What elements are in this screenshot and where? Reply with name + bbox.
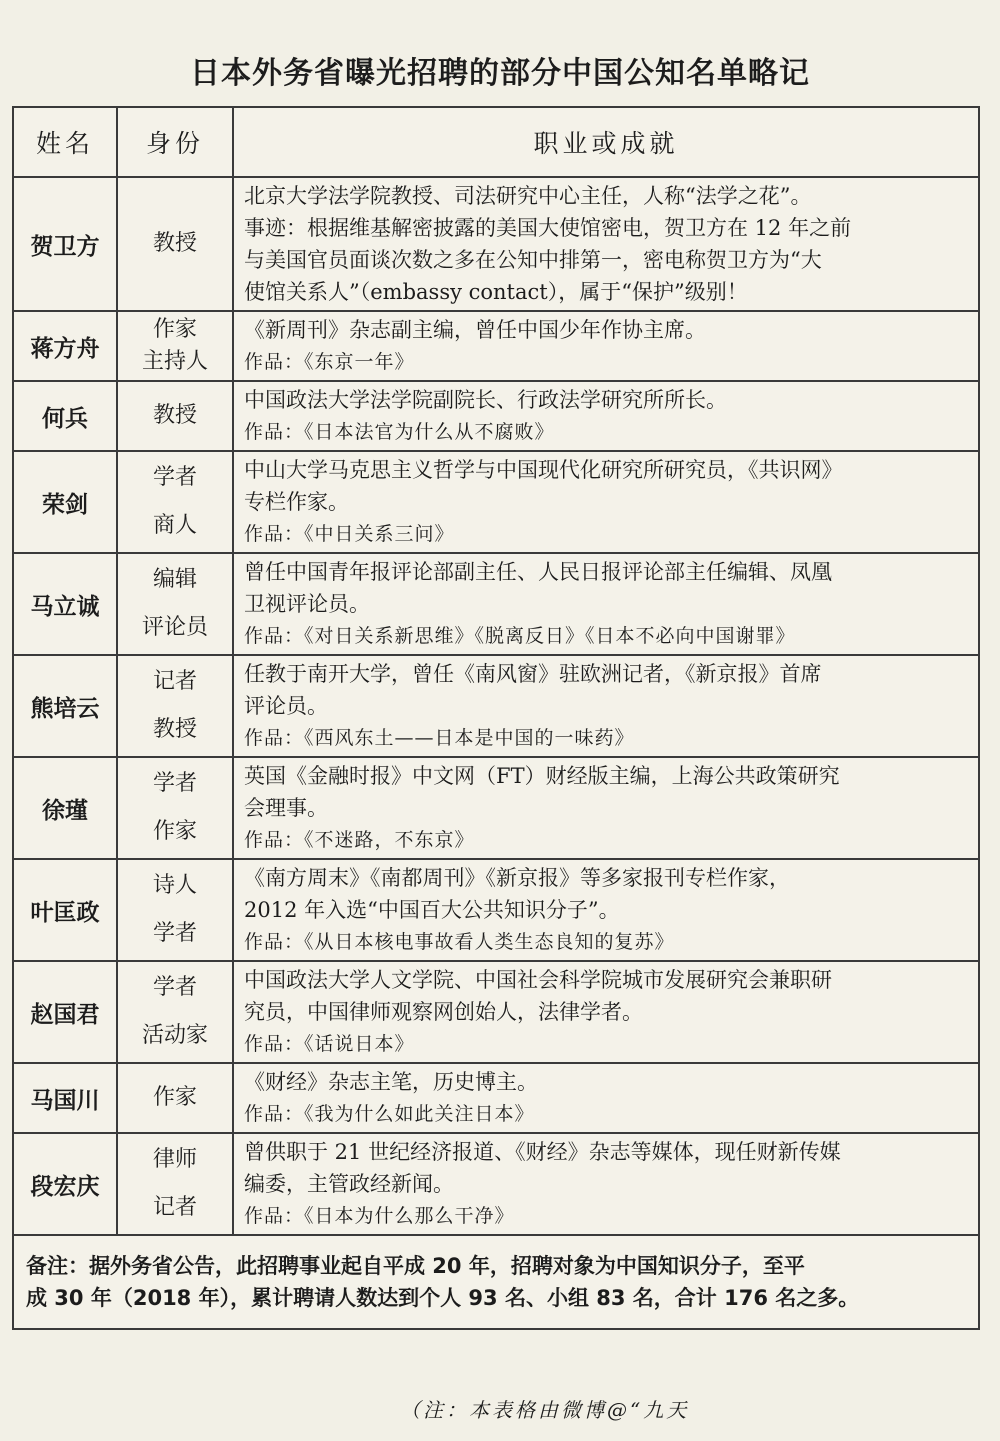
person-roles <box>117 553 233 655</box>
person-name: 马立诚 <box>13 553 117 655</box>
description-line: 会理事。 <box>244 796 328 820</box>
note-line-1: 备注：据外务省公告，此招聘事业起自平成 20 年，招聘对象为中国知识分子，至平 <box>26 1254 805 1278</box>
description-line: 使馆关系人”（embassy contact），属于“保护”级别！ <box>244 280 748 304</box>
description-line: 中国政法大学法学院副院长、行政法学研究所所长。 <box>244 388 727 412</box>
table-row <box>13 655 979 757</box>
role-label: 评论员 <box>141 615 208 640</box>
page-title: 日本外务省曝光招聘的部分中国公知名单略记 <box>190 56 810 91</box>
description-line: 专栏作家。 <box>244 490 349 514</box>
name-list-table <box>12 106 980 1330</box>
role-label: 教授 <box>152 231 197 256</box>
role-label: 学者 <box>152 771 197 796</box>
table-row <box>13 961 979 1063</box>
table-row <box>13 1133 979 1235</box>
person-description <box>233 859 979 961</box>
table-row <box>13 859 979 961</box>
person-description <box>233 757 979 859</box>
works-line: 作品：《西风东土——日本是中国的一味药》 <box>244 727 635 749</box>
person-roles <box>117 655 233 757</box>
header-name: 姓名 <box>13 107 117 177</box>
person-description <box>233 311 979 381</box>
role-label: 活动家 <box>141 1023 208 1048</box>
role-label: 作家 <box>152 819 197 844</box>
header-role: 身份 <box>117 107 233 177</box>
person-name: 贺卫方 <box>13 177 117 311</box>
description-line: 《财经》杂志主笔，历史博主。 <box>244 1070 538 1094</box>
person-name: 马国川 <box>13 1063 117 1133</box>
person-description <box>233 1133 979 1235</box>
person-name: 熊培云 <box>13 655 117 757</box>
note-line-2: 成 30 年（2018 年），累计聘请人数达到个人 93 名、小组 83 名，合计 176 名之多。 <box>26 1286 860 1310</box>
person-name: 徐瑾 <box>13 757 117 859</box>
table-row <box>13 1063 979 1133</box>
person-roles <box>117 381 233 451</box>
table-row <box>13 451 979 553</box>
person-description <box>233 961 979 1063</box>
person-description <box>233 381 979 451</box>
person-roles <box>117 1133 233 1235</box>
description-line: 曾供职于 21 世纪经济报道、《财经》杂志等媒体，现任财新传媒 <box>244 1140 841 1164</box>
role-label: 作家 <box>152 1085 197 1110</box>
description-line: 任教于南开大学，曾任《南风窗》驻欧洲记者，《新京报》首席 <box>244 662 822 686</box>
person-roles <box>117 311 233 381</box>
role-label: 商人 <box>152 513 197 538</box>
description-line: 北京大学法学院教授、司法研究中心主任，人称“法学之花”。 <box>244 184 812 208</box>
role-label: 教授 <box>152 717 197 742</box>
person-roles <box>117 859 233 961</box>
role-label: 诗人 <box>152 873 197 898</box>
description-line: 究员，中国律师观察网创始人，法律学者。 <box>244 1000 643 1024</box>
works-line: 作品：《话说日本》 <box>244 1033 415 1055</box>
note-row <box>13 1235 979 1329</box>
role-label: 学者 <box>152 975 197 1000</box>
person-name: 叶匡政 <box>13 859 117 961</box>
table-row <box>13 757 979 859</box>
description-line: 中山大学马克思主义哲学与中国现代化研究所研究员，《共识网》 <box>244 458 843 482</box>
description-line: 曾任中国青年报评论部副主任、人民日报评论部主任编辑、凤凰 <box>244 560 832 584</box>
works-line: 作品：《中日关系三问》 <box>244 523 455 545</box>
person-description <box>233 451 979 553</box>
person-name: 荣剑 <box>13 451 117 553</box>
table-header-row <box>13 107 979 177</box>
works-line: 作品：《我为什么如此关注日本》 <box>244 1103 535 1125</box>
description-line: 评论员。 <box>244 694 328 718</box>
works-line: 作品：《东京一年》 <box>244 351 415 373</box>
description-line: 英国《金融时报》中文网（FT）财经版主编，上海公共政策研究 <box>244 764 840 788</box>
role-label: 编辑 <box>152 567 197 592</box>
header-desc: 职业或成就 <box>233 107 979 177</box>
description-line: 《南方周末》《南都周刊》《新京报》等多家报刊专栏作家， <box>244 866 790 890</box>
table-row <box>13 311 979 381</box>
description-line: 编委，主管政经新闻。 <box>244 1172 454 1196</box>
description-line: 与美国官员面谈次数之多在公知中排第一，密电称贺卫方为“大 <box>244 248 822 272</box>
description-line: 中国政法大学人文学院、中国社会科学院城市发展研究会兼职研 <box>244 968 832 992</box>
person-description <box>233 1063 979 1133</box>
works-line: 作品：《日本为什么那么干净》 <box>244 1205 515 1227</box>
person-description <box>233 655 979 757</box>
table-row <box>13 553 979 655</box>
person-roles <box>117 451 233 553</box>
person-name: 段宏庆 <box>13 1133 117 1235</box>
works-line: 作品：《日本法官为什么从不腐败》 <box>244 421 555 443</box>
table-row <box>13 381 979 451</box>
works-line: 作品：《从日本核电事故看人类生态良知的复苏》 <box>244 931 675 953</box>
role-label: 教授 <box>152 403 197 428</box>
table-row <box>13 177 979 311</box>
works-line: 作品：《不迷路，不东京》 <box>244 829 475 851</box>
description-line: 事迹：根据维基解密披露的美国大使馆密电，贺卫方在 12 年之前 <box>244 216 852 240</box>
person-name: 蒋方舟 <box>13 311 117 381</box>
person-roles <box>117 1063 233 1133</box>
role-label: 学者 <box>152 465 197 490</box>
person-name: 何兵 <box>13 381 117 451</box>
role-label: 作家 <box>152 317 197 342</box>
role-label: 律师 <box>152 1147 197 1172</box>
person-roles <box>117 961 233 1063</box>
works-line: 作品：《对日关系新思维》《脱离反日》《日本不必向中国谢罪》 <box>244 625 796 647</box>
role-label: 记者 <box>152 1195 197 1220</box>
person-roles <box>117 177 233 311</box>
person-name: 赵国君 <box>13 961 117 1063</box>
description-line: 2012 年入选“中国百大公共知识分子”。 <box>244 898 620 922</box>
role-label: 学者 <box>152 921 197 946</box>
person-description <box>233 177 979 311</box>
footer-note: （注：本表格由微博@“九天 <box>400 1398 690 1422</box>
note-cell <box>13 1235 979 1329</box>
role-label: 记者 <box>152 669 197 694</box>
description-line: 《新周刊》杂志副主编，曾任中国少年作协主席。 <box>244 318 706 342</box>
role-label: 主持人 <box>141 349 208 374</box>
description-line: 卫视评论员。 <box>244 592 370 616</box>
person-roles <box>117 757 233 859</box>
person-description <box>233 553 979 655</box>
